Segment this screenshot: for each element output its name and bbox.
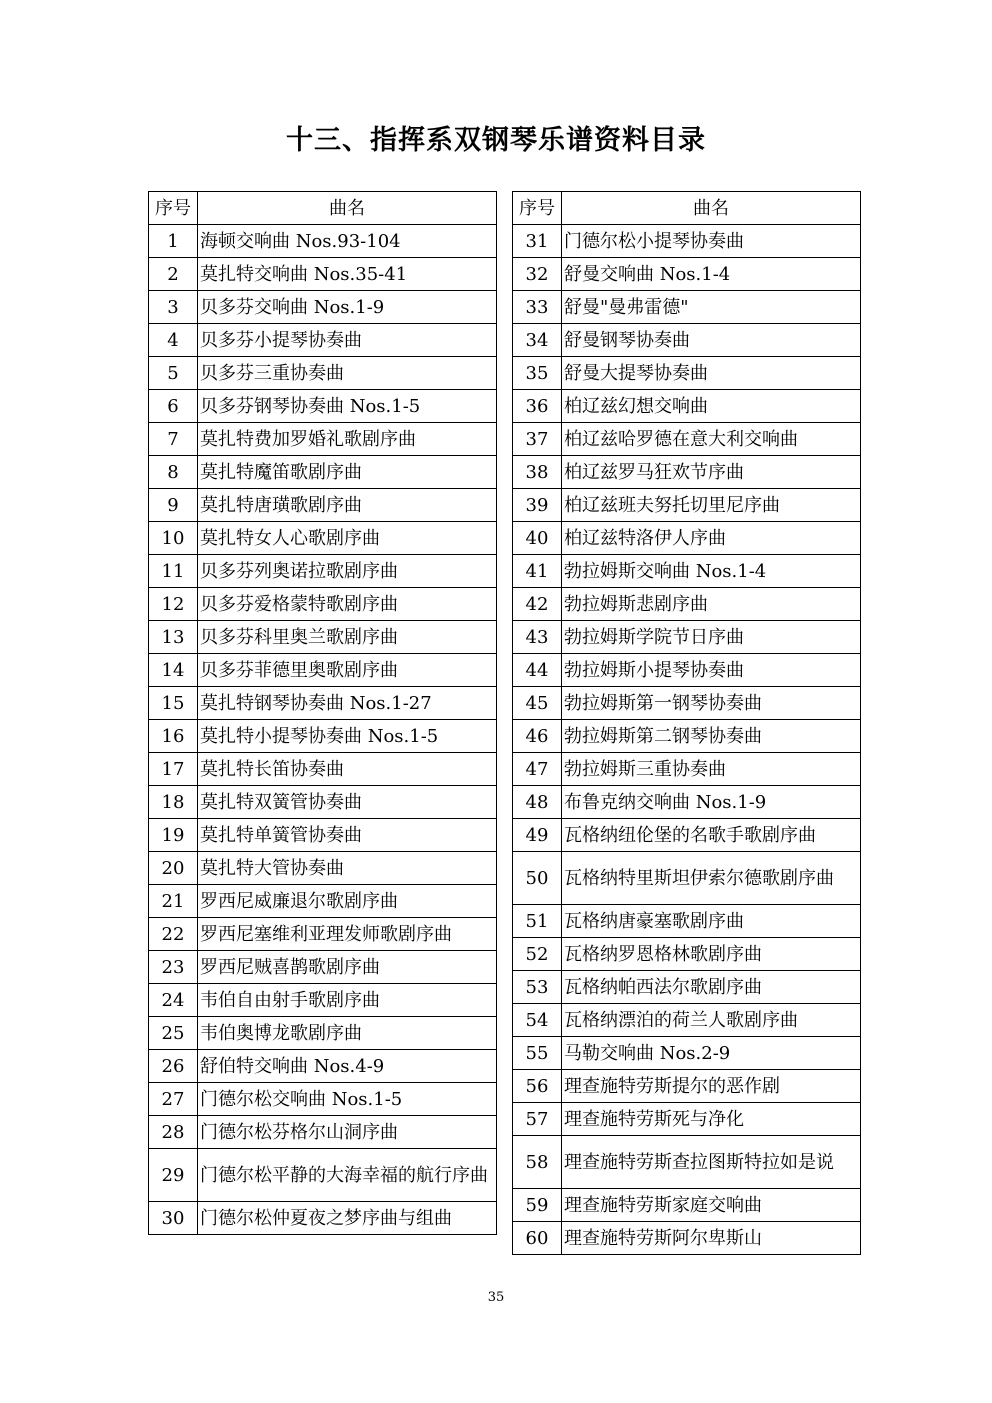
row-title: 莫扎特唐璜歌剧序曲: [198, 489, 497, 522]
row-number: 19: [149, 819, 198, 852]
column-header-number: 序号: [513, 192, 562, 225]
table-row: [513, 1037, 861, 1070]
row-title: 莫扎特钢琴协奏曲 Nos.1-27: [198, 687, 497, 720]
table-row: [513, 1189, 861, 1222]
row-number: 55: [513, 1037, 562, 1070]
row-title: 罗西尼贼喜鹊歌剧序曲: [198, 951, 497, 984]
table-row: [149, 258, 497, 291]
row-number: 59: [513, 1189, 562, 1222]
row-number: 28: [149, 1116, 198, 1149]
table-row: [513, 423, 861, 456]
row-title: 理查施特劳斯阿尔卑斯山: [562, 1222, 861, 1255]
table-row: [149, 522, 497, 555]
row-title: 瓦格纳漂泊的荷兰人歌剧序曲: [562, 1004, 861, 1037]
row-title: 柏辽兹幻想交响曲: [562, 390, 861, 423]
row-title: 柏辽兹哈罗德在意大利交响曲: [562, 423, 861, 456]
table-row: [149, 357, 497, 390]
table-row: [513, 1222, 861, 1255]
row-number: 9: [149, 489, 198, 522]
row-title: 柏辽兹班夫努托切里尼序曲: [562, 489, 861, 522]
row-number: 31: [513, 225, 562, 258]
row-title: 勃拉姆斯小提琴协奏曲: [562, 654, 861, 687]
row-number: 56: [513, 1070, 562, 1103]
table-row: [149, 786, 497, 819]
row-number: 36: [513, 390, 562, 423]
row-number: 51: [513, 905, 562, 938]
row-number: 34: [513, 324, 562, 357]
row-title: 柏辽兹罗马狂欢节序曲: [562, 456, 861, 489]
row-number: 17: [149, 753, 198, 786]
row-number: 46: [513, 720, 562, 753]
table-row: [149, 291, 497, 324]
row-title: 罗西尼塞维利亚理发师歌剧序曲: [198, 918, 497, 951]
row-title: 莫扎特单簧管协奏曲: [198, 819, 497, 852]
row-number: 50: [513, 852, 562, 905]
row-title: 理查施特劳斯家庭交响曲: [562, 1189, 861, 1222]
row-number: 38: [513, 456, 562, 489]
table-row: [149, 918, 497, 951]
row-number: 41: [513, 555, 562, 588]
table-row: [149, 1116, 497, 1149]
table-header-row: [149, 192, 497, 225]
table-row: [513, 753, 861, 786]
row-number: 20: [149, 852, 198, 885]
row-title: 马勒交响曲 Nos.2-9: [562, 1037, 861, 1070]
row-number: 27: [149, 1083, 198, 1116]
row-number: 47: [513, 753, 562, 786]
table-row: [513, 555, 861, 588]
table-row: [513, 938, 861, 971]
table-row: [149, 753, 497, 786]
row-title: 门德尔松芬格尔山洞序曲: [198, 1116, 497, 1149]
table-row: [149, 885, 497, 918]
row-title: 贝多芬列奥诺拉歌剧序曲: [198, 555, 497, 588]
row-number: 42: [513, 588, 562, 621]
row-title: 瓦格纳纽伦堡的名歌手歌剧序曲: [562, 819, 861, 852]
row-title: 舒曼交响曲 Nos.1-4: [562, 258, 861, 291]
table-row: [513, 1103, 861, 1136]
table-row: [513, 786, 861, 819]
row-number: 23: [149, 951, 198, 984]
table-row: [513, 905, 861, 938]
table-row: [149, 588, 497, 621]
catalog-table-left: [148, 191, 497, 1235]
row-number: 44: [513, 654, 562, 687]
table-row: [513, 357, 861, 390]
row-number: 58: [513, 1136, 562, 1189]
row-title: 莫扎特交响曲 Nos.35-41: [198, 258, 497, 291]
row-number: 13: [149, 621, 198, 654]
row-title: 布鲁克纳交响曲 Nos.1-9: [562, 786, 861, 819]
table-row: [513, 720, 861, 753]
row-number: 2: [149, 258, 198, 291]
row-number: 60: [513, 1222, 562, 1255]
table-row: [513, 489, 861, 522]
table-row: [149, 984, 497, 1017]
catalog-table-right: [512, 191, 861, 1255]
row-title: 莫扎特女人心歌剧序曲: [198, 522, 497, 555]
row-title: 勃拉姆斯第一钢琴协奏曲: [562, 687, 861, 720]
row-title: 罗西尼威廉退尔歌剧序曲: [198, 885, 497, 918]
table-row: [149, 720, 497, 753]
row-title: 门德尔松小提琴协奏曲: [562, 225, 861, 258]
row-number: 21: [149, 885, 198, 918]
row-title: 韦伯自由射手歌剧序曲: [198, 984, 497, 1017]
table-row: [149, 852, 497, 885]
row-number: 14: [149, 654, 198, 687]
table-row: [149, 621, 497, 654]
row-number: 37: [513, 423, 562, 456]
row-number: 54: [513, 1004, 562, 1037]
table-row: [149, 1202, 497, 1235]
row-number: 32: [513, 258, 562, 291]
row-title: 贝多芬菲德里奥歌剧序曲: [198, 654, 497, 687]
row-number: 16: [149, 720, 198, 753]
row-number: 11: [149, 555, 198, 588]
table-row: [513, 588, 861, 621]
row-title: 理查施特劳斯提尔的恶作剧: [562, 1070, 861, 1103]
row-number: 6: [149, 390, 198, 423]
row-title: 海顿交响曲 Nos.93-104: [198, 225, 497, 258]
row-title: 莫扎特双簧管协奏曲: [198, 786, 497, 819]
row-title: 舒曼大提琴协奏曲: [562, 357, 861, 390]
table-row: [513, 225, 861, 258]
row-title: 韦伯奥博龙歌剧序曲: [198, 1017, 497, 1050]
row-title: 理查施特劳斯查拉图斯特拉如是说: [562, 1136, 861, 1189]
row-title: 贝多芬钢琴协奏曲 Nos.1-5: [198, 390, 497, 423]
row-number: 48: [513, 786, 562, 819]
row-title: 瓦格纳罗恩格林歌剧序曲: [562, 938, 861, 971]
row-number: 7: [149, 423, 198, 456]
table-row: [149, 390, 497, 423]
row-title: 舒曼"曼弗雷德": [562, 291, 861, 324]
row-number: 57: [513, 1103, 562, 1136]
table-row: [513, 522, 861, 555]
row-number: 40: [513, 522, 562, 555]
row-title: 贝多芬交响曲 Nos.1-9: [198, 291, 497, 324]
table-row: [513, 1004, 861, 1037]
column-header-title: 曲名: [562, 192, 861, 225]
page-number: 35: [487, 1290, 505, 1305]
row-number: 29: [149, 1149, 198, 1202]
row-number: 1: [149, 225, 198, 258]
row-number: 52: [513, 938, 562, 971]
table-row: [149, 555, 497, 588]
row-number: 53: [513, 971, 562, 1004]
row-title: 莫扎特小提琴协奏曲 Nos.1-5: [198, 720, 497, 753]
table-row: [149, 654, 497, 687]
row-title: 勃拉姆斯交响曲 Nos.1-4: [562, 555, 861, 588]
table-row: [149, 324, 497, 357]
row-number: 8: [149, 456, 198, 489]
row-number: 15: [149, 687, 198, 720]
row-title: 贝多芬小提琴协奏曲: [198, 324, 497, 357]
row-title: 舒曼钢琴协奏曲: [562, 324, 861, 357]
row-title: 贝多芬科里奥兰歌剧序曲: [198, 621, 497, 654]
table-row: [149, 1017, 497, 1050]
row-title: 门德尔松平静的大海幸福的航行序曲: [198, 1149, 497, 1202]
row-number: 4: [149, 324, 198, 357]
table-row: [149, 1083, 497, 1116]
row-number: 18: [149, 786, 198, 819]
column-header-title: 曲名: [198, 192, 497, 225]
page-title: 十三、指挥系双钢琴乐谱资料目录: [286, 125, 706, 156]
table-row: [149, 225, 497, 258]
table-row: [513, 456, 861, 489]
table-row: [513, 687, 861, 720]
table-row: [513, 654, 861, 687]
row-title: 莫扎特长笛协奏曲: [198, 753, 497, 786]
table-row: [513, 291, 861, 324]
row-title: 瓦格纳特里斯坦伊索尔德歌剧序曲: [562, 852, 861, 905]
row-title: 瓦格纳唐豪塞歌剧序曲: [562, 905, 861, 938]
row-number: 35: [513, 357, 562, 390]
table-row: [149, 819, 497, 852]
row-title: 理查施特劳斯死与净化: [562, 1103, 861, 1136]
row-number: 10: [149, 522, 198, 555]
row-number: 39: [513, 489, 562, 522]
row-title: 莫扎特大管协奏曲: [198, 852, 497, 885]
row-title: 门德尔松仲夏夜之梦序曲与组曲: [198, 1202, 497, 1235]
row-number: 12: [149, 588, 198, 621]
row-title: 瓦格纳帕西法尔歌剧序曲: [562, 971, 861, 1004]
row-number: 5: [149, 357, 198, 390]
table-row: [149, 1050, 497, 1083]
table-row: [149, 687, 497, 720]
row-title: 莫扎特魔笛歌剧序曲: [198, 456, 497, 489]
table-row: [513, 1136, 861, 1189]
table-row: [149, 423, 497, 456]
table-row: [513, 324, 861, 357]
row-number: 3: [149, 291, 198, 324]
table-row: [513, 258, 861, 291]
row-title: 舒伯特交响曲 Nos.4-9: [198, 1050, 497, 1083]
table-header-row: [513, 192, 861, 225]
table-row: [149, 1149, 497, 1202]
table-row: [513, 852, 861, 905]
row-number: 26: [149, 1050, 198, 1083]
row-title: 勃拉姆斯学院节日序曲: [562, 621, 861, 654]
table-row: [149, 951, 497, 984]
row-number: 30: [149, 1202, 198, 1235]
row-title: 勃拉姆斯三重协奏曲: [562, 753, 861, 786]
table-body-right: [513, 225, 861, 1255]
row-title: 贝多芬三重协奏曲: [198, 357, 497, 390]
row-number: 49: [513, 819, 562, 852]
row-number: 45: [513, 687, 562, 720]
row-number: 43: [513, 621, 562, 654]
row-title: 柏辽兹特洛伊人序曲: [562, 522, 861, 555]
row-number: 24: [149, 984, 198, 1017]
table-row: [513, 1070, 861, 1103]
table-row: [513, 971, 861, 1004]
table-body-left: [149, 225, 497, 1235]
row-number: 22: [149, 918, 198, 951]
row-title: 勃拉姆斯第二钢琴协奏曲: [562, 720, 861, 753]
row-title: 门德尔松交响曲 Nos.1-5: [198, 1083, 497, 1116]
row-title: 莫扎特费加罗婚礼歌剧序曲: [198, 423, 497, 456]
column-header-number: 序号: [149, 192, 198, 225]
table-row: [513, 621, 861, 654]
row-number: 33: [513, 291, 562, 324]
table-row: [513, 390, 861, 423]
table-row: [149, 456, 497, 489]
row-number: 25: [149, 1017, 198, 1050]
row-title: 勃拉姆斯悲剧序曲: [562, 588, 861, 621]
table-row: [149, 489, 497, 522]
table-row: [513, 819, 861, 852]
row-title: 贝多芬爱格蒙特歌剧序曲: [198, 588, 497, 621]
